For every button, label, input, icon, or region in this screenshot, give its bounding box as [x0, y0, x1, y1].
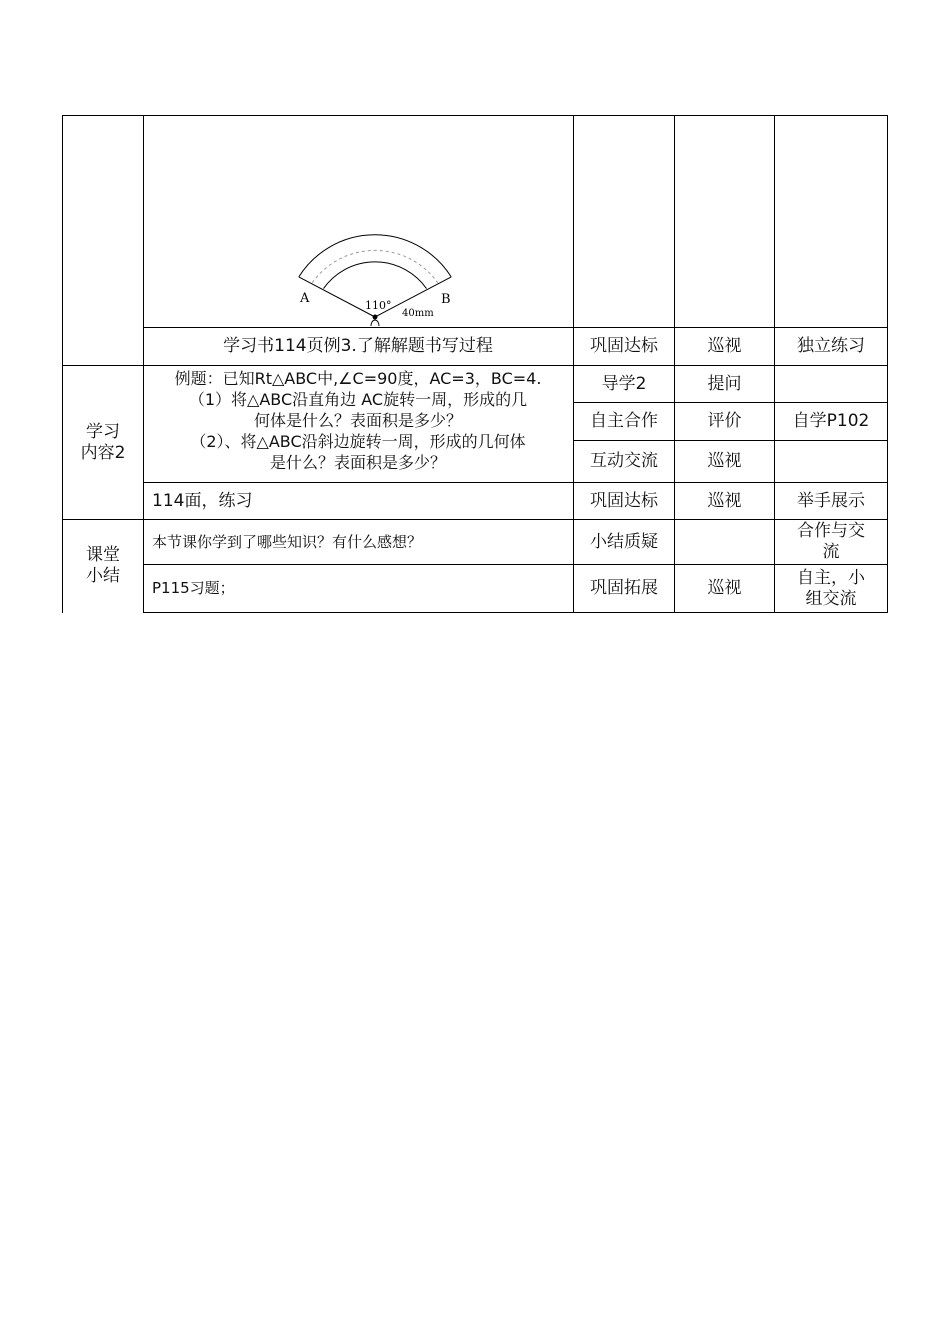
teacher-activity-cell: 提问: [707, 373, 742, 394]
student-activity-cell: [775, 520, 887, 564]
section-label-line: 学习: [86, 421, 120, 442]
section-label-learning-content-2: [63, 366, 143, 519]
section-label-line: 课堂: [86, 545, 120, 565]
problem-line: 何体是什么？表面积是多少？: [253, 411, 462, 430]
sector-figure: [290, 228, 470, 328]
example-content-cell: 学习书114页例3.了解解题书写过程: [223, 336, 493, 356]
method-cell: 互动交流: [590, 451, 658, 471]
practice-content-cell: 114面，练习: [152, 490, 253, 511]
teacher-activity-cell: 评价: [707, 411, 742, 431]
student-activity-cell: 举手展示: [797, 490, 865, 511]
method-cell: 小结质疑: [590, 531, 658, 552]
problem-line: 是什么？表面积是多少？: [269, 453, 446, 472]
teacher-activity-cell: 巡视: [707, 490, 742, 511]
student-activity-cell: [775, 441, 887, 482]
method-cell: 巩固拓展: [590, 578, 658, 598]
cell-line: 组交流: [805, 588, 857, 609]
method-cell: 巩固达标: [590, 490, 658, 511]
label-b: B: [441, 292, 451, 307]
method-cell: 导学2: [601, 373, 647, 394]
table-bottom-border: [143, 612, 888, 613]
problem-line: 例题：已知Rt△ABC中,∠C=90度，AC=3，BC=4.: [174, 369, 542, 388]
student-activity-cell: [775, 366, 887, 402]
radius-label: 40mm: [402, 308, 434, 319]
problem-line: （1）将△ABC沿直角边 AC旋转一周，形成的几: [188, 390, 528, 409]
cell-line: 自主，小: [797, 567, 865, 588]
label-a: A: [300, 291, 310, 306]
problem-line: （2）、将△ABC沿斜边旋转一周，形成的几何体: [190, 432, 526, 451]
teacher-activity-cell: 巡视: [707, 451, 742, 471]
summary-content-cell: 本节课你学到了哪些知识？有什么感想？: [152, 532, 423, 551]
method-cell: 巩固达标: [590, 336, 658, 356]
example-problem: [143, 368, 573, 473]
student-activity-cell: 自学P102: [792, 411, 870, 431]
cell-line: 流: [822, 542, 840, 562]
teacher-activity-cell: [675, 520, 774, 564]
section-label-line: 小结: [86, 566, 120, 586]
teacher-activity-cell: 巡视: [707, 578, 742, 598]
teacher-activity-cell: 巡视: [707, 336, 742, 356]
student-activity-cell: 独立练习: [797, 336, 865, 356]
table-top-border: [62, 115, 888, 116]
homework-content-cell: P115习题；: [152, 579, 235, 597]
cell-line: 合作与交: [797, 521, 865, 541]
section-label-class-summary: [63, 520, 143, 612]
method-cell: 自主合作: [590, 411, 658, 431]
section-label-line: 内容2: [80, 442, 126, 463]
student-activity-cell: [775, 565, 887, 612]
column-divider: [887, 115, 888, 613]
angle-label: 110°: [365, 299, 392, 312]
